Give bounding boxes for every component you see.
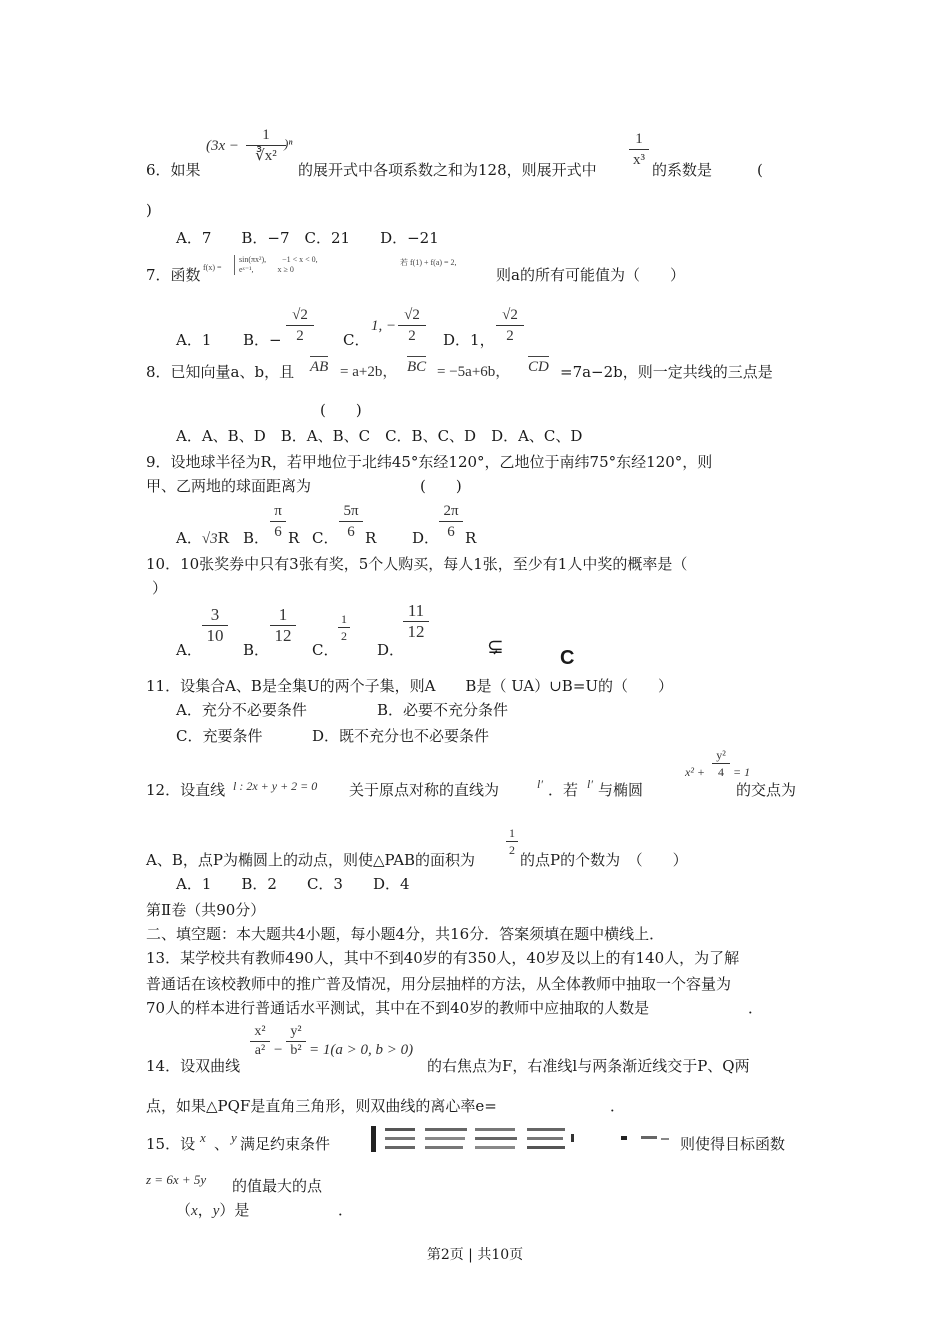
q9-opt-b: B． (243, 529, 270, 547)
q8-vector-ab: AB (310, 356, 328, 377)
q12-ellipse-x: x² + (685, 765, 706, 779)
q6-expr-fraction: 1 ∛x² (246, 126, 286, 165)
q15-line2: 的值最大的点 (232, 1177, 323, 1195)
q7-number: 7．函数 (146, 266, 201, 284)
q11-opt-d: D．既不充分也不必要条件 (312, 727, 490, 745)
q12-end: 的交点为 (736, 781, 797, 799)
q14-x-fraction: x² a² (250, 1024, 270, 1059)
q14-y-fraction: y² b² (286, 1024, 306, 1059)
q6-text: 的展开式中各项系数之和为128，则展开式中 (298, 161, 597, 179)
q6-number: 6．如果 (146, 161, 201, 179)
q8-eq1: = a+2b， (340, 364, 398, 380)
q15-pre: 15．设 (146, 1135, 196, 1153)
q6-paren-open: ( (757, 161, 763, 179)
q15-post: 则使得目标函数 (680, 1135, 786, 1153)
q13-line2: 普通话在该校教师中的推广普及情况，用分层抽样的方法，从全体教师中抽取一个容量为 (146, 975, 732, 993)
q10-line1: 10．10张奖券中只有3张有奖，5个人购买，每人1张，至少有1人中奖的概率是（ (146, 555, 688, 573)
q11-opt-c: C．充要条件 (176, 727, 263, 745)
q10-opt-d: D． (377, 641, 405, 659)
q10-a-fraction: 3 10 (202, 606, 228, 645)
q9-d-r: R (465, 529, 477, 547)
q9-line1: 9．设地球半径为R，若甲地位于北纬45°东经120°，乙地位于南纬75°东经120°，则 (146, 453, 713, 471)
q12-ellipse-end: = 1 (733, 765, 751, 779)
q6-options: A．7 B．−7 C．21 D．−21 (176, 229, 439, 247)
q14-pre: 14．设双曲线 (146, 1057, 241, 1075)
q6-exponent: )ⁿ (284, 136, 293, 151)
q9-c-r: R (365, 529, 377, 547)
q12-mid3: 与椭圆 (598, 781, 644, 799)
q9-opt-a: A．√3R (176, 529, 229, 547)
q7-end: 则a的所有可能值为（ ） (496, 266, 685, 284)
q7-d-fraction: √2 2 (496, 306, 524, 345)
q13-line1: 13．某学校共有教师490人，其中不到40岁的有350人，40岁及以上的有140人，为了解 (146, 949, 740, 967)
q11-line1: 11．设集合A、B是全集U的两个子集，则A B是（ UA）∪B=U的（ ） (146, 677, 674, 695)
q15-sep: 、 (214, 1135, 230, 1153)
q7-opt-b: B．− (243, 331, 282, 349)
q8-eq3: =7a−2b，则一定共线的三点是 (560, 363, 773, 381)
q14-condition: = 1(a > 0, b > 0) (309, 1042, 414, 1058)
q7-piecewise: sin(πx²), −1 < x < 0, eˣ⁻¹, x ≥ 0 (234, 255, 318, 275)
q6-term-fraction: 1 x³ (629, 130, 649, 169)
q11-opt-a: A．充分不必要条件 (176, 701, 307, 719)
q7-opt-d: D．1， (443, 331, 495, 349)
q10-d-fraction: 11 12 (403, 602, 429, 641)
q12-line2a: A、B，点P为椭圆上的动点，则使△PAB的面积为 (146, 851, 476, 869)
q14-end: ． (610, 1097, 626, 1115)
page-footer: 第2页 | 共10页 (426, 1247, 524, 1263)
q7-opt-a: A．1 (176, 331, 212, 349)
q6-expression: (3x − (206, 138, 240, 154)
q10-line2: ） (152, 579, 168, 597)
q9-opt-d: D． (412, 529, 440, 547)
complement-symbol-icon: C (560, 647, 575, 669)
q10-opt-b: B． (243, 641, 270, 659)
q9-b-fraction: π 6 (270, 502, 286, 541)
q10-opt-a: A． (176, 641, 202, 659)
q12-half-fraction: 1 2 (506, 826, 518, 857)
q6-paren-close: ) (146, 201, 152, 219)
q6-end: 的系数是 (652, 161, 713, 179)
q11-opt-b: B．必要不充分条件 (377, 701, 509, 719)
q10-b-fraction: 1 12 (270, 606, 296, 645)
q9-d-fraction: 2π 6 (439, 502, 463, 541)
q10-c-fraction: 1 2 (338, 612, 350, 643)
q12-line-eq: l : 2x + y + 2 = 0 (233, 779, 318, 793)
q12-pre: 12．设直线 (146, 781, 226, 799)
constraint-image (371, 1124, 671, 1154)
section2-title: 二、填空题：本大题共4小题，每小题4分，共16分．答案须填在题中横线上． (146, 925, 665, 943)
q15-y: y (231, 1130, 237, 1145)
q7-opt-c: C． (343, 331, 370, 349)
q12-line2b: 的点P的个数为 （ ） (520, 851, 688, 869)
q8-eq2: = −5a+6b， (437, 364, 511, 380)
q12-mid2: ．若 (548, 781, 579, 799)
q15-objective: z = 6x + 5y (146, 1172, 207, 1187)
q13-end: ． (748, 999, 764, 1017)
q8-vector-cd: CD (528, 356, 549, 377)
q7-condition: 若 f(1) + f(a) = 2, (400, 258, 457, 267)
q8-paren: ( ) (320, 401, 362, 419)
q9-opt-c: C． (312, 529, 339, 547)
q9-line2: 甲、乙两地的球面距离为 (146, 477, 312, 495)
q8-text: 8．已知向量a、b，且 (146, 363, 295, 381)
q12-options: A．1 B．2 C．3 D．4 (176, 875, 410, 893)
part2-title: 第Ⅱ卷（共90分） (146, 901, 266, 919)
q9-paren: ( ) (420, 477, 462, 495)
q12-lprime-2: l′ (587, 777, 593, 791)
q7-f-label: f(x) = (203, 263, 222, 272)
q13-line3: 70人的样本进行普通话水平测试，其中在不到40岁的教师中应抽取的人数是 (146, 999, 650, 1017)
q15-mid: 满足约束条件 (240, 1135, 331, 1153)
q14-minus: − (273, 1042, 284, 1058)
q9-b-r: R (288, 529, 300, 547)
q7-b-fraction: √2 2 (286, 306, 314, 345)
q15-line3: （x，y）是 (176, 1201, 250, 1219)
q15-x: x (200, 1130, 206, 1145)
q12-lprime-1: l′ (537, 777, 543, 791)
q7-c-fraction: √2 2 (398, 306, 426, 345)
q7-c-prefix: 1, − (371, 318, 397, 334)
q8-vector-bc: BC (407, 356, 426, 377)
q15-end: ． (338, 1201, 354, 1219)
q12-mid: 关于原点对称的直线为 (349, 781, 500, 799)
q9-c-fraction: 5π 6 (339, 502, 363, 541)
subset-symbol-icon: ⊊ (487, 634, 504, 658)
q14-line2: 点，如果△PQF是直角三角形，则双曲线的离心率e= (146, 1097, 497, 1115)
q12-ellipse-fraction: y² 4 (712, 748, 730, 779)
q10-opt-c: C． (312, 641, 339, 659)
q8-options: A．A、B、D B．A、B、C C．B、C、D D．A、C、D (176, 427, 583, 445)
q14-post: 的右焦点为F，右准线l与两条渐近线交于P、Q两 (427, 1057, 750, 1075)
